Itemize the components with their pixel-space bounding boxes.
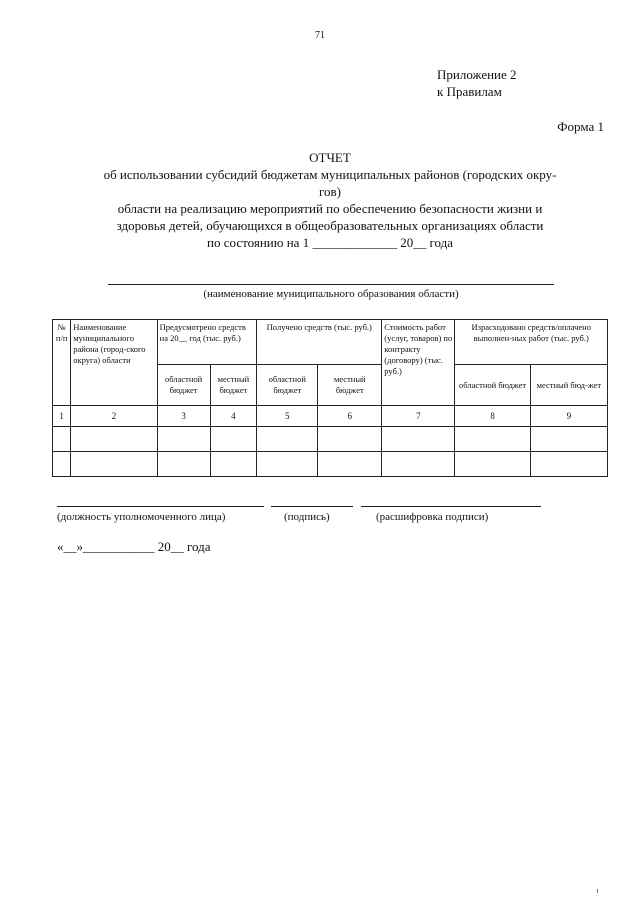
table-cell[interactable] xyxy=(455,452,530,477)
signature-decoding-line[interactable] xyxy=(361,506,541,507)
table-cell[interactable] xyxy=(257,452,318,477)
page-number: 71 xyxy=(315,30,325,41)
municipality-name-line[interactable] xyxy=(108,284,554,285)
table-row xyxy=(53,427,608,452)
appendix-line-2: к Правилам xyxy=(437,84,502,99)
table-cell[interactable] xyxy=(71,427,157,452)
column-number: 2 xyxy=(71,406,157,427)
decoding-caption: (расшифровка подписи) xyxy=(376,511,489,523)
table-cell[interactable] xyxy=(382,427,455,452)
column-number: 7 xyxy=(382,406,455,427)
header-contract-cost: Стоимость работ (услуг, товаров) по контракту (договору) (тыс. руб.) xyxy=(382,320,455,406)
table-cell[interactable] xyxy=(257,427,318,452)
column-number: 8 xyxy=(455,406,530,427)
header-received-funds: Получено средств (тыс. руб.) xyxy=(257,320,382,365)
appendix-block xyxy=(437,66,517,100)
table-cell[interactable] xyxy=(382,452,455,477)
municipality-name-caption: (наименование муниципального образования области) xyxy=(203,288,459,300)
header-spent-local: местный бюд-жет xyxy=(530,365,607,406)
table-cell[interactable] xyxy=(455,427,530,452)
signature-line[interactable] xyxy=(271,506,353,507)
report-subtitle-line-4: здоровья детей, обучающихся в общеобразовательных организациях области xyxy=(116,218,544,233)
table-cell[interactable] xyxy=(53,452,71,477)
report-table xyxy=(52,319,608,477)
position-signature-line[interactable] xyxy=(57,506,264,507)
report-date-line: по состоянию на 1 _____________ 20__ года xyxy=(207,235,453,250)
appendix-line-1: Приложение 2 xyxy=(437,67,517,82)
signature-caption: (подпись) xyxy=(284,511,330,523)
column-number: 4 xyxy=(210,406,257,427)
position-caption: (должность уполномоченного лица) xyxy=(57,511,226,523)
header-received-regional: областной бюджет xyxy=(257,365,318,406)
column-number: 1 xyxy=(53,406,71,427)
header-received-local: местный бюджет xyxy=(318,365,382,406)
column-number: 9 xyxy=(530,406,607,427)
table-cell[interactable] xyxy=(157,427,210,452)
header-spent-funds: Израсходовано средств/оплачено выполнен-ных работ (тыс. руб.) xyxy=(455,320,608,365)
header-municipality-name: Наименование муниципального района (город-ского округа) области xyxy=(71,320,157,406)
report-header xyxy=(40,149,620,251)
table-cell[interactable] xyxy=(71,452,157,477)
report-subtitle-line-2: гов) xyxy=(319,184,341,199)
table-cell[interactable] xyxy=(157,452,210,477)
report-subtitle-line-3: области на реализацию мероприятий по обеспечению безопасности жизни и xyxy=(117,201,543,216)
header-spent-regional: областной бюджет xyxy=(455,365,530,406)
table-cell[interactable] xyxy=(530,452,607,477)
table-cell[interactable] xyxy=(210,427,257,452)
column-number: 3 xyxy=(157,406,210,427)
header-planned-regional: областной бюджет xyxy=(157,365,210,406)
header-planned-local: местный бюджет xyxy=(210,365,257,406)
column-number: 6 xyxy=(318,406,382,427)
header-number: № п/п xyxy=(53,320,71,406)
table-cell[interactable] xyxy=(53,427,71,452)
table-row xyxy=(53,452,608,477)
header-planned-funds: Предусмотрено средств на 20__ год (тыс. руб.) xyxy=(157,320,257,365)
report-subtitle-line-1: об использовании субсидий бюджетам муниципальных районов (городских окру- xyxy=(103,167,557,182)
table-cell[interactable] xyxy=(318,452,382,477)
table-cell[interactable] xyxy=(318,427,382,452)
column-number-row xyxy=(53,406,608,427)
signature-date: «__»___________ 20__ года xyxy=(57,539,211,554)
column-number: 5 xyxy=(257,406,318,427)
report-title: ОТЧЕТ xyxy=(309,150,351,165)
table-cell[interactable] xyxy=(530,427,607,452)
scan-mark xyxy=(597,889,598,893)
table-cell[interactable] xyxy=(210,452,257,477)
table-header-row-1 xyxy=(53,320,608,365)
form-label: Форма 1 xyxy=(557,119,604,134)
